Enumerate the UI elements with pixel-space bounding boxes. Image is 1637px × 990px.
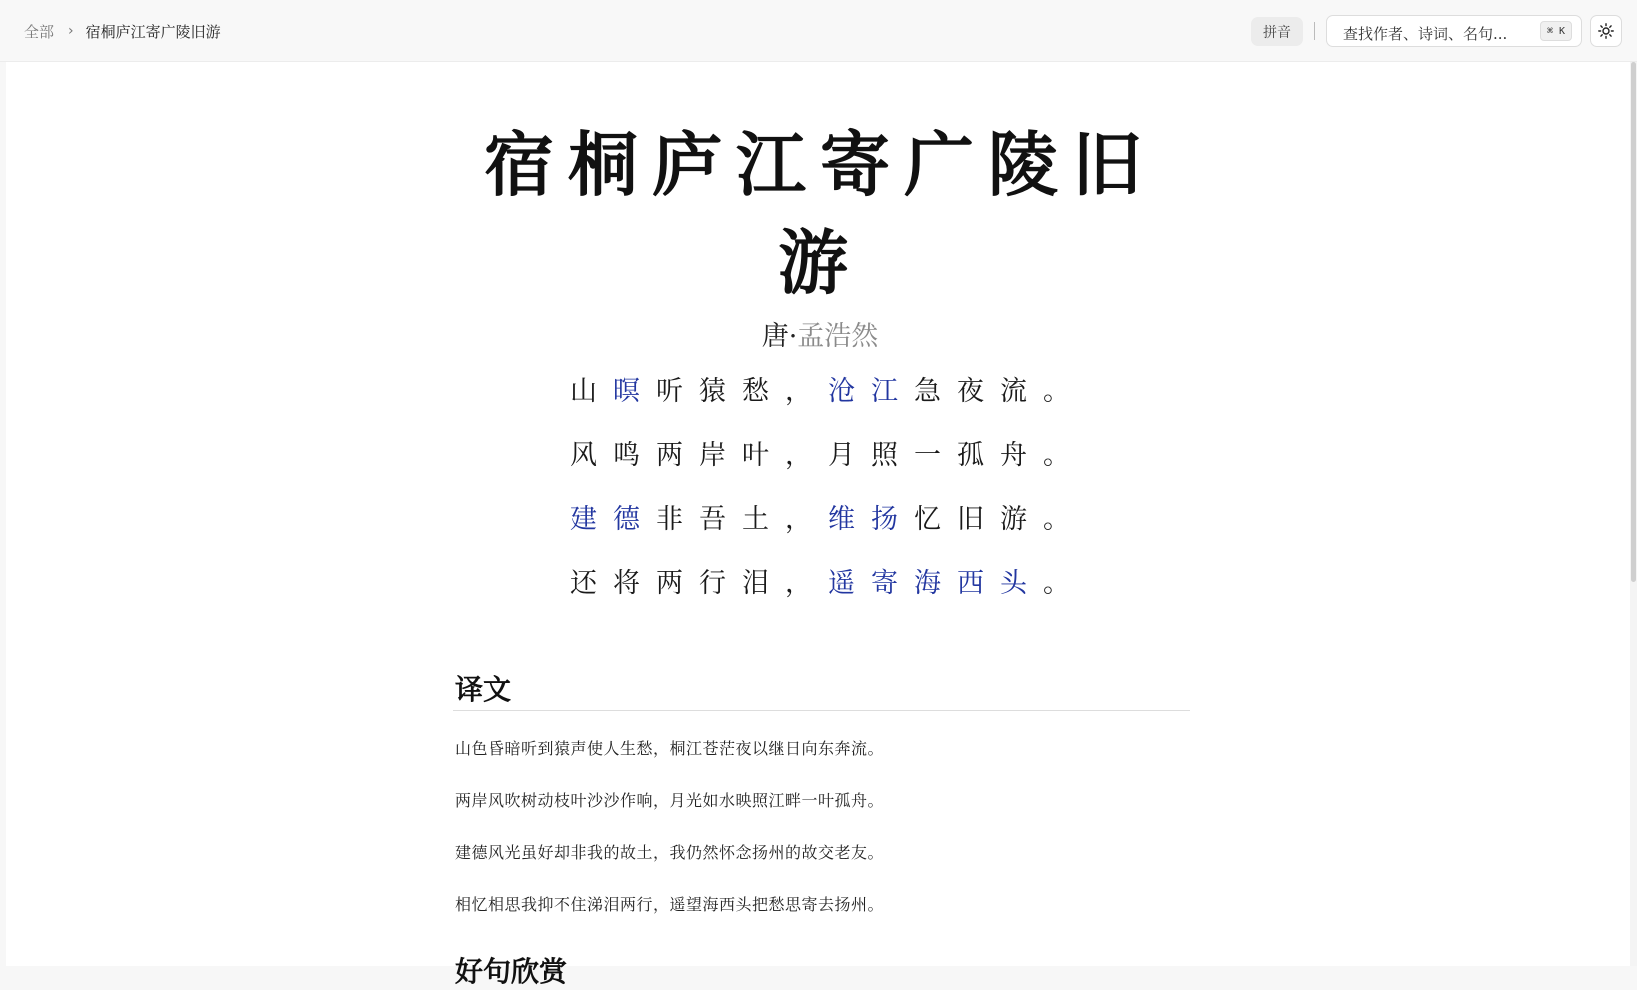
breadcrumb	[24, 20, 221, 42]
theme-toggle-button[interactable]	[1590, 15, 1622, 47]
section-divider	[453, 710, 1190, 711]
chevron-right-icon: ›	[68, 23, 74, 39]
annotated-term[interactable]: 沧江	[828, 376, 914, 407]
poem-text: 。	[1043, 568, 1086, 599]
sun-icon	[1598, 23, 1614, 39]
poem-title: 宿桐庐江寄广陵旧游	[484, 123, 1156, 304]
poem-text: 急夜流。	[914, 376, 1086, 407]
poem-text: 风鸣两岸叶，月照一孤舟。	[570, 440, 1086, 471]
search-box[interactable]	[1326, 15, 1582, 47]
toolbar-divider	[1314, 22, 1315, 40]
translation-paragraph: 两岸风吹树动枝叶沙沙作响，月光如水映照江畔一叶孤舟。	[455, 791, 885, 810]
appreciation-heading: 好句欣赏	[455, 955, 568, 988]
breadcrumb-root-link[interactable]: 全部	[24, 22, 55, 41]
scrollbar-thumb[interactable]	[1631, 62, 1636, 582]
poem-dynasty: 唐	[761, 321, 789, 352]
poem-text: 山	[570, 376, 613, 407]
poem-body	[520, 372, 1120, 628]
poem-author-link[interactable]: 孟浩然	[797, 321, 879, 352]
breadcrumb-current: 宿桐庐江寄广陵旧游	[85, 22, 221, 41]
pinyin-toggle-button[interactable]: 拼音	[1251, 17, 1303, 46]
poem-line	[520, 372, 1120, 436]
byline-separator: ·	[788, 321, 798, 352]
poem-line	[520, 564, 1120, 628]
translation-heading: 译文	[455, 673, 512, 706]
poem-byline	[620, 314, 1020, 353]
annotated-term[interactable]: 建德	[570, 504, 656, 535]
poem-text: 忆旧游。	[914, 504, 1086, 535]
translation-paragraph: 建德风光虽好却非我的故土，我仍然怀念扬州的故交老友。	[455, 843, 885, 862]
annotated-term[interactable]: 暝	[613, 376, 656, 407]
shortcut-badge: ⌘ K	[1540, 21, 1572, 41]
poem-line	[520, 436, 1120, 500]
poem-text: 听猿愁，	[656, 376, 828, 407]
translation-paragraph: 山色昏暗听到猿声使人生愁，桐江苍茫夜以继日向东奔流。	[455, 739, 885, 758]
translation-body	[455, 738, 1195, 946]
annotated-term[interactable]: 遥寄海西头	[828, 568, 1043, 599]
poem-line	[520, 500, 1120, 564]
annotated-term[interactable]: 维扬	[828, 504, 914, 535]
poem-text: 还将两行泪，	[570, 568, 828, 599]
translation-paragraph: 相忆相思我抑不住涕泪两行，遥望海西头把愁思寄去扬州。	[455, 895, 885, 914]
search-input[interactable]: 查找作者、诗词、名句...	[1343, 25, 1508, 43]
poem-text: 非吾土，	[656, 504, 828, 535]
top-bar	[0, 0, 1637, 62]
